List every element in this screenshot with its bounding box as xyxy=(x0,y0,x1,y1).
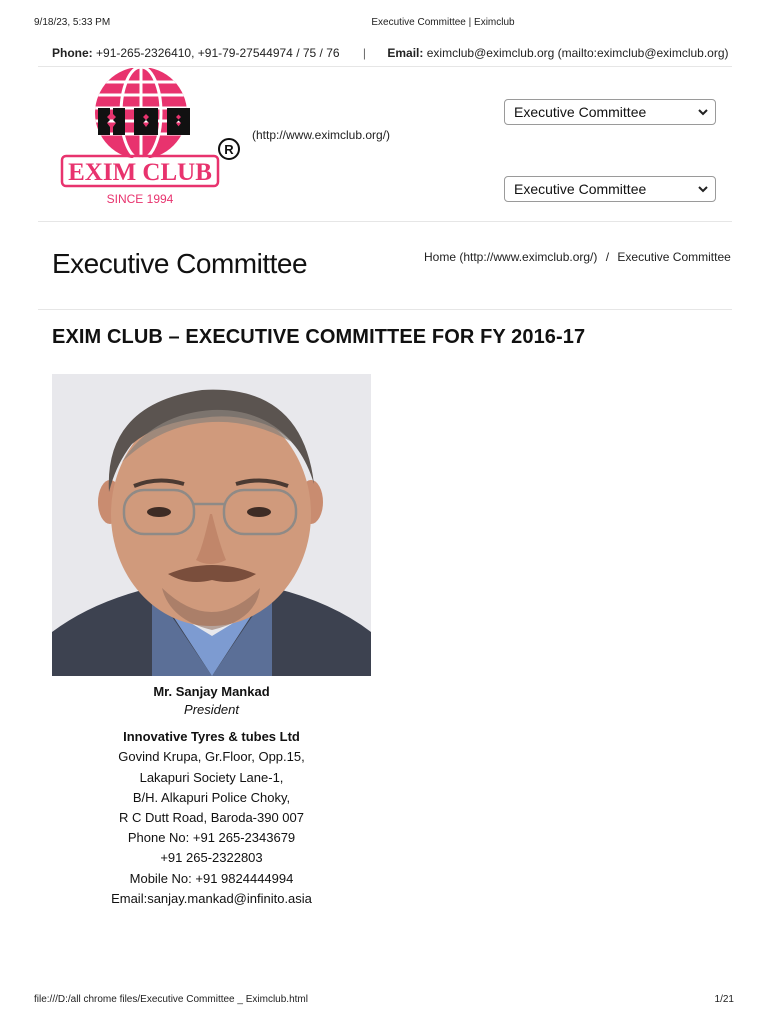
breadcrumb-current: Executive Committee xyxy=(617,250,731,264)
address-line: R C Dutt Road, Baroda-390 007 xyxy=(119,810,304,826)
address-line: B/H. Alkapuri Police Choky, xyxy=(132,789,291,805)
member-name: Mr. Sanjay Mankad xyxy=(153,684,270,699)
breadcrumb-home[interactable]: Home (http://www.eximclub.org/) xyxy=(424,250,598,264)
file-path: file:///D:/all chrome files/Executive Committee _ Eximclub.html xyxy=(34,994,308,1005)
breadcrumb-separator: / xyxy=(605,250,610,264)
logo-name: EXIM CLUB xyxy=(68,159,212,186)
nav-select-secondary[interactable] xyxy=(504,176,716,202)
phone-value[interactable]: +91-265-2326410, +91-79-27544974 / 75 / 76 xyxy=(96,46,340,60)
email-label: Email: xyxy=(387,46,424,60)
divider xyxy=(38,309,732,310)
member-photo xyxy=(52,374,371,676)
nav-select-primary-value: Executive Committee xyxy=(514,104,647,120)
nav-select-secondary-value: Executive Committee xyxy=(514,181,647,197)
portrait-image xyxy=(52,374,371,676)
registered-mark: R xyxy=(224,142,234,157)
divider xyxy=(38,221,732,222)
address-line: Lakapuri Society Lane-1, xyxy=(139,769,284,785)
chevron-down-icon xyxy=(697,106,709,118)
page-title: Executive Committee xyxy=(52,248,308,279)
member-card xyxy=(52,682,371,909)
nav-select-primary[interactable] xyxy=(504,99,716,125)
phone-label: Phone: xyxy=(52,46,93,60)
logo-since: SINCE 1994 xyxy=(106,192,174,206)
home-link[interactable]: (http://www.eximclub.org/) xyxy=(252,128,391,142)
phone-line: Phone No: +91 265-2343679 xyxy=(127,830,296,846)
print-datetime: 9/18/23, 5:33 PM xyxy=(34,17,111,28)
member-role: President xyxy=(184,702,239,718)
email-line[interactable]: Email:sanjay.mankad@infinito.asia xyxy=(111,890,312,906)
print-title: Executive Committee | Eximclub xyxy=(371,17,515,28)
breadcrumb xyxy=(424,250,731,264)
mobile-line: Mobile No: +91 9824444994 xyxy=(129,870,294,886)
contact-separator: | xyxy=(362,46,367,60)
logo-graphic xyxy=(58,68,248,208)
chevron-down-icon xyxy=(697,183,709,195)
section-heading: EXIM CLUB – EXECUTIVE COMMITTEE FOR FY 2016-17 xyxy=(52,326,586,348)
page-number: 1/21 xyxy=(714,994,734,1005)
phone-line: +91 265-2322803 xyxy=(160,850,263,866)
divider xyxy=(38,66,732,67)
email-link[interactable]: eximclub@eximclub.org (mailto:eximclub@eximclub.org) xyxy=(426,46,729,60)
contact-bar xyxy=(52,46,729,60)
address-line: Govind Krupa, Gr.Floor, Opp.15, xyxy=(118,749,305,765)
member-company: Innovative Tyres & tubes Ltd xyxy=(123,729,300,745)
exim-club-logo[interactable] xyxy=(58,68,248,208)
